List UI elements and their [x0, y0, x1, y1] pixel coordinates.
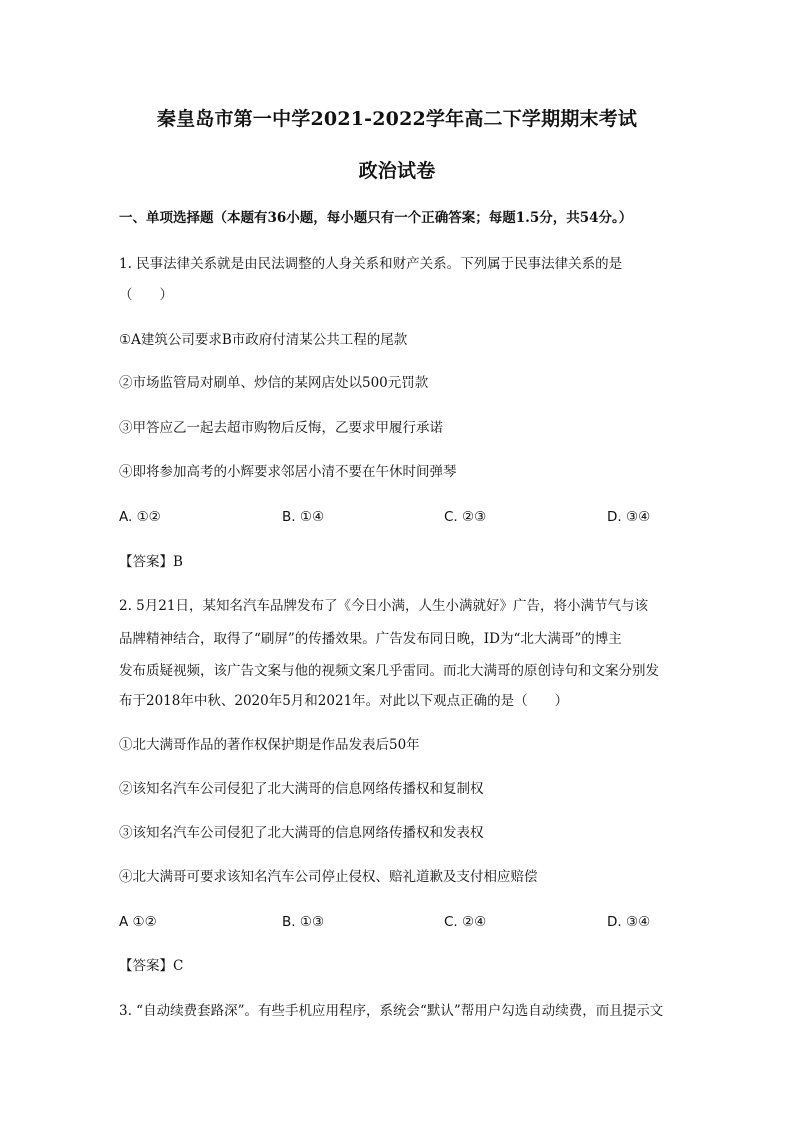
question-2-item-2: ②该知名汽车公司侵犯了北大满哥的信息网络传播权和复制权 [119, 781, 484, 797]
question-2-stem-line-2: 品牌精神结合，取得了“刷屏”的传播效果。广告发布同日晚，ID为“北大满哥”的博主 [119, 631, 622, 647]
question-1-bracket: （ ） [119, 287, 173, 303]
question-2-option-d: D. ③④ [607, 914, 651, 930]
section-heading: 一、单项选择题（本题有36小题，每小题只有一个正确答案；每题1.5分，共54分。） [119, 210, 633, 226]
question-2-answer: 【答案】C [119, 958, 184, 974]
question-1-item-2: ②市场监管局对刷单、炒信的某网店处以500元罚款 [119, 375, 429, 391]
question-1-item-1: ①A建筑公司要求B市政府付清某公共工程的尾款 [119, 332, 408, 348]
exam-title: 秦皇岛市第一中学2021-2022学年高二下学期期末考试 [156, 108, 638, 130]
question-1-option-a: A. ①② [119, 509, 161, 525]
question-2-stem-line-3: 发布质疑视频，该广告文案与他的视频文案几乎雷同。而北大满哥的原创诗句和文案分别发 [119, 663, 659, 679]
question-2-option-c: C. ②④ [444, 914, 487, 930]
question-2-option-a: A ①② [119, 914, 157, 930]
question-1-option-b: B. ①④ [282, 509, 325, 525]
question-1-option-c: C. ②③ [444, 509, 487, 525]
question-1-option-d: D. ③④ [607, 509, 651, 525]
question-2-stem-line-4: 布于2018年中秋、2020年5月和2021年。对此以下观点正确的是（ ） [119, 693, 569, 709]
exam-subject-title: 政治试卷 [358, 160, 436, 182]
question-1-stem: 1. 民事法律关系就是由民法调整的人身关系和财产关系。下列属于民事法律关系的是 [119, 256, 623, 272]
question-2-item-4: ④北大满哥可要求该知名汽车公司停止侵权、赔礼道歉及支付相应赔偿 [119, 869, 538, 885]
question-2-stem-line-1: 2. 5月21日，某知名汽车品牌发布了《今日小满，人生小满就好》广告，将小满节气与该 [119, 598, 648, 614]
question-2-option-b: B. ①③ [282, 914, 325, 930]
question-2-item-1: ①北大满哥作品的著作权保护期是作品发表后50年 [119, 737, 420, 753]
question-1-answer: 【答案】B [119, 554, 183, 570]
question-3-stem: 3. “自动续费套路深”。有些手机应用程序，系统会“默认”帮用户勾选自动续费，而且提示文 [119, 1003, 664, 1019]
question-2-item-3: ③该知名汽车公司侵犯了北大满哥的信息网络传播权和发表权 [119, 825, 484, 841]
question-1-item-3: ③甲答应乙一起去超市购物后反悔，乙要求甲履行承诺 [119, 420, 443, 436]
question-1-item-4: ④即将参加高考的小辉要求邻居小清不要在午休时间弹琴 [119, 464, 457, 480]
